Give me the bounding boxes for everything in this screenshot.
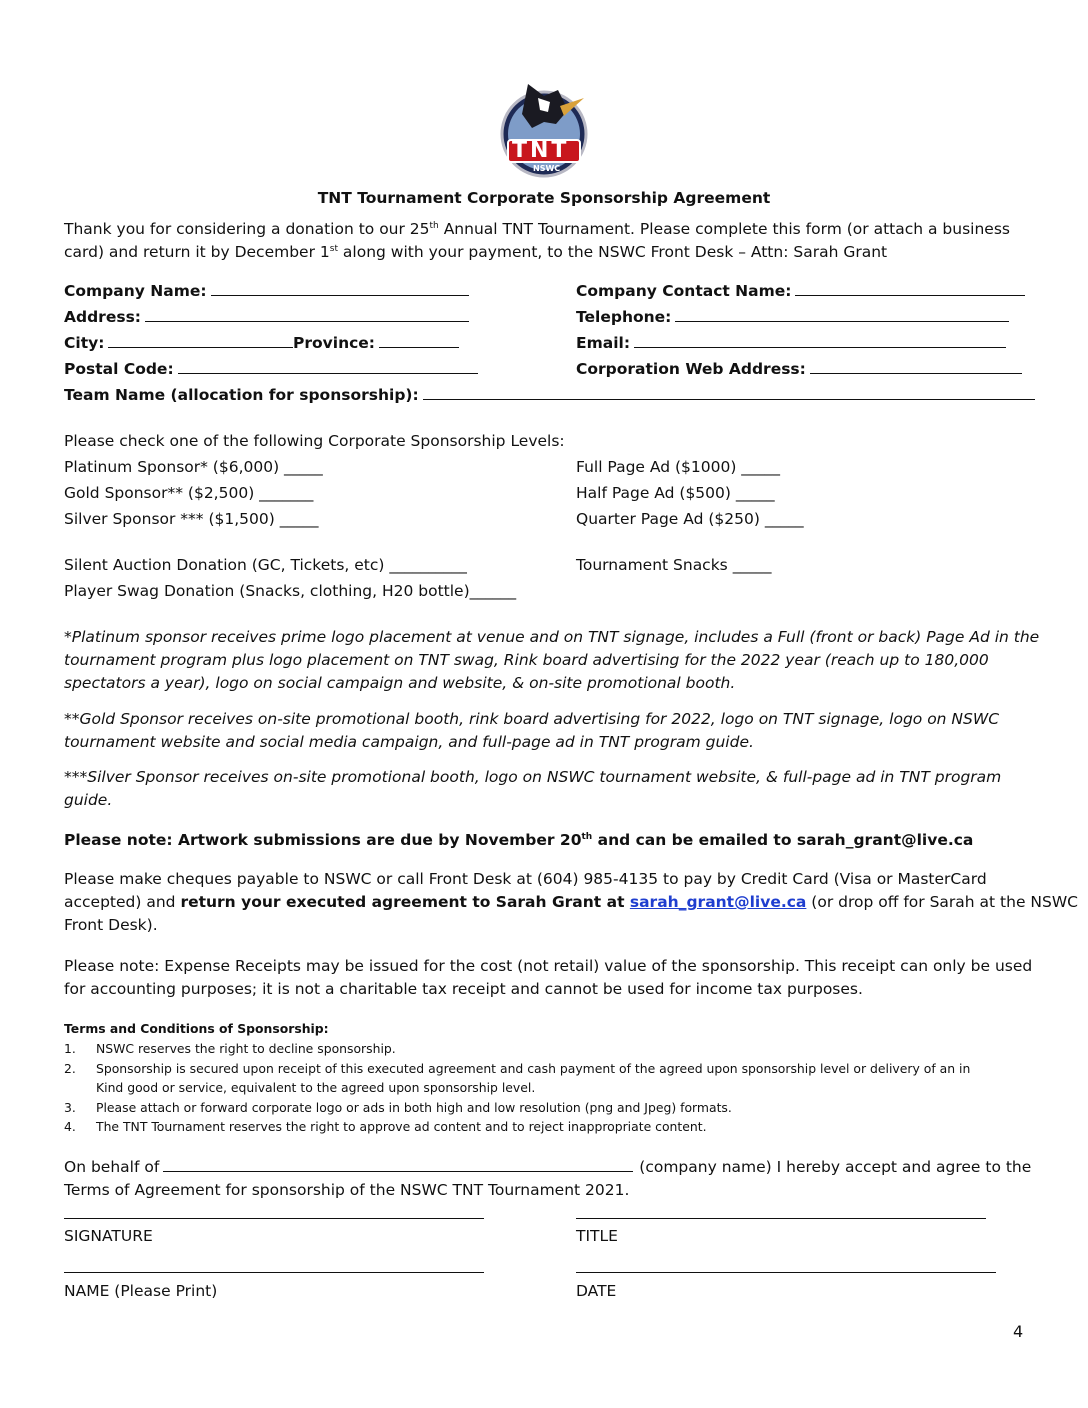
terms-item-number: 2. — [64, 1061, 76, 1076]
address-line[interactable] — [145, 306, 469, 322]
cheques-line-3: Front Desk). — [64, 916, 158, 934]
intro-text: Annual TNT Tournament. Please complete this form (or attach a business — [438, 220, 1010, 239]
team-name-label: Team Name (allocation for sponsorship): — [64, 386, 419, 404]
terms-item — [64, 1099, 732, 1118]
levels-heading: Please check one of the following Corporate Sponsorship Levels: — [64, 432, 565, 450]
terms-item-number: 1. — [64, 1041, 76, 1056]
city-line[interactable] — [108, 332, 293, 348]
province-field[interactable] — [293, 332, 459, 352]
city-label: City: — [64, 334, 105, 352]
cheques-bold-text: return your executed agreement to Sarah Grant at — [180, 893, 630, 911]
email-label: Email: — [576, 334, 631, 352]
email-field[interactable] — [576, 332, 1006, 352]
artwork-note — [64, 826, 973, 852]
half-page-ad-option[interactable]: Half Page Ad ($500) _____ — [576, 484, 775, 502]
province-label: Province: — [293, 334, 376, 352]
address-label: Address: — [64, 308, 141, 326]
silver-option[interactable]: Silver Sponsor *** ($1,500) _____ — [64, 510, 319, 528]
silent-auction-option[interactable]: Silent Auction Donation (GC, Tickets, etc) __________ — [64, 556, 467, 574]
company-name-blank[interactable] — [163, 1156, 633, 1172]
behalf-text: (company name) I hereby accept and agree to the — [639, 1158, 1032, 1176]
signature-line[interactable] — [64, 1218, 484, 1219]
team-name-line[interactable] — [423, 384, 1035, 400]
postal-code-label: Postal Code: — [64, 360, 174, 378]
email-link[interactable]: sarah_grant@live.ca — [629, 893, 807, 911]
cheques-line-1: Please make cheques payable to NSWC or call Front Desk at (604) 985-4135 to pay by Credit Card (Visa or MasterCard — [64, 870, 987, 888]
full-page-ad-option[interactable]: Full Page Ad ($1000) _____ — [576, 458, 781, 476]
telephone-field[interactable] — [576, 306, 1009, 326]
terms-item — [64, 1060, 970, 1079]
address-field[interactable] — [64, 306, 469, 326]
terms-item — [64, 1079, 535, 1098]
postal-code-line[interactable] — [178, 358, 478, 374]
terms-item-text: NSWC reserves the right to decline sponsorship. — [96, 1041, 396, 1056]
expense-line-2: for accounting purposes; it is not a charitable tax receipt and cannot be used for income tax purposes. — [64, 980, 863, 998]
name-label: NAME (Please Print) — [64, 1282, 218, 1300]
terms-item-number: 4. — [64, 1119, 76, 1134]
logo-subtext: NSWC — [533, 164, 561, 173]
company-name-line[interactable] — [211, 280, 469, 296]
web-address-line[interactable] — [810, 358, 1022, 374]
terms-item-text: Sponsorship is secured upon receipt of this executed agreement and cash payment of the agreed upon sponsorship level or delivery of an in — [96, 1061, 971, 1076]
behalf-line-2: Terms of Agreement for sponsorship of the NSWC TNT Tournament 2021. — [64, 1181, 630, 1199]
terms-heading: Terms and Conditions of Sponsorship: — [64, 1021, 329, 1036]
intro-text: card) and return it by December 1 — [64, 243, 330, 262]
web-address-label: Corporation Web Address: — [576, 360, 806, 378]
intro-sup: st — [329, 244, 338, 254]
platinum-note-line: tournament program plus logo placement on TNT swag, Rink board advertising for the 2022 year (reach up to 180,000 — [64, 651, 989, 669]
title-line[interactable] — [576, 1218, 986, 1219]
silver-note-line: guide. — [64, 791, 113, 809]
terms-item-number: 3. — [64, 1100, 76, 1115]
company-name-field[interactable] — [64, 280, 469, 300]
tournament-snacks-option[interactable]: Tournament Snacks _____ — [576, 556, 772, 574]
page-title: TNT Tournament Corporate Sponsorship Agreement — [317, 189, 771, 207]
intro-text: along with your payment, to the NSWC Front Desk – Attn: Sarah Grant — [337, 243, 888, 262]
name-line[interactable] — [64, 1272, 484, 1273]
gold-note-line: **Gold Sponsor receives on-site promotional booth, rink board advertising for 2022, logo on TNT signage, logo on NSWC — [64, 710, 1000, 728]
postal-code-field[interactable] — [64, 358, 478, 378]
terms-item — [64, 1040, 396, 1059]
gold-option[interactable]: Gold Sponsor** ($2,500) _______ — [64, 484, 314, 502]
player-swag-option[interactable]: Player Swag Donation (Snacks, clothing, H20 bottle)______ — [64, 582, 517, 600]
signature-label: SIGNATURE — [64, 1227, 153, 1245]
team-name-field[interactable] — [64, 384, 1035, 404]
behalf-text: On behalf of — [64, 1158, 160, 1176]
company-name-label: Company Name: — [64, 282, 207, 300]
title-label: TITLE — [576, 1227, 618, 1245]
behalf-line-1 — [64, 1156, 1031, 1179]
cheques-line-2 — [64, 891, 1078, 914]
artwork-text: Please note: Artwork submissions are due by November 20 — [64, 831, 582, 850]
platinum-option[interactable]: Platinum Sponsor* ($6,000) _____ — [64, 458, 323, 476]
intro-line-2 — [64, 238, 887, 264]
email-line[interactable] — [634, 332, 1006, 348]
terms-item-text: Kind good or service, equivalent to the agreed upon sponsorship level. — [96, 1080, 536, 1095]
terms-item-text: Please attach or forward corporate logo or ads in both high and low resolution (png and Jpeg) formats. — [96, 1100, 732, 1115]
contact-name-field[interactable] — [576, 280, 1025, 300]
platinum-note-line: spectators a year), logo on social campaign and website, & on-site promotional booth. — [64, 674, 736, 692]
cheques-text: (or drop off for Sarah at the NSWC — [806, 893, 1078, 911]
date-label: DATE — [576, 1282, 617, 1300]
city-field[interactable] — [64, 332, 293, 352]
province-line[interactable] — [379, 332, 459, 348]
terms-item-text: The TNT Tournament reserves the right to approve ad content and to reject inappropriate content. — [96, 1119, 707, 1134]
platinum-note-line: *Platinum sponsor receives prime logo placement at venue and on TNT signage, includes a Full (front or back) Page Ad in the — [64, 628, 1040, 646]
logo-text: TNT — [512, 138, 570, 163]
intro-text: Thank you for considering a donation to our 25 — [64, 220, 430, 239]
quarter-page-ad-option[interactable]: Quarter Page Ad ($250) _____ — [576, 510, 804, 528]
telephone-label: Telephone: — [576, 308, 672, 326]
web-address-field[interactable] — [576, 358, 1022, 378]
artwork-text: and can be emailed to sarah_grant@live.ca — [592, 831, 974, 850]
silver-note-line: ***Silver Sponsor receives on-site promotional booth, logo on NSWC tournament website, & full-page ad in TNT program — [64, 768, 1002, 786]
date-line[interactable] — [576, 1272, 996, 1273]
telephone-line[interactable] — [675, 306, 1009, 322]
terms-item — [64, 1118, 707, 1137]
contact-name-line[interactable] — [795, 280, 1025, 296]
expense-line-1: Please note: Expense Receipts may be issued for the cost (not retail) value of the sponsorship. This receipt can only be used — [64, 957, 1033, 975]
gold-note-line: tournament website and social media campaign, and full-page ad in TNT program guide. — [64, 733, 754, 751]
tnt-logo — [498, 76, 590, 180]
intro-sup: th — [429, 221, 439, 231]
cheques-text: accepted) and — [64, 893, 181, 911]
page-number: 4 — [1013, 1322, 1024, 1341]
contact-name-label: Company Contact Name: — [576, 282, 792, 300]
artwork-sup: th — [581, 832, 593, 842]
